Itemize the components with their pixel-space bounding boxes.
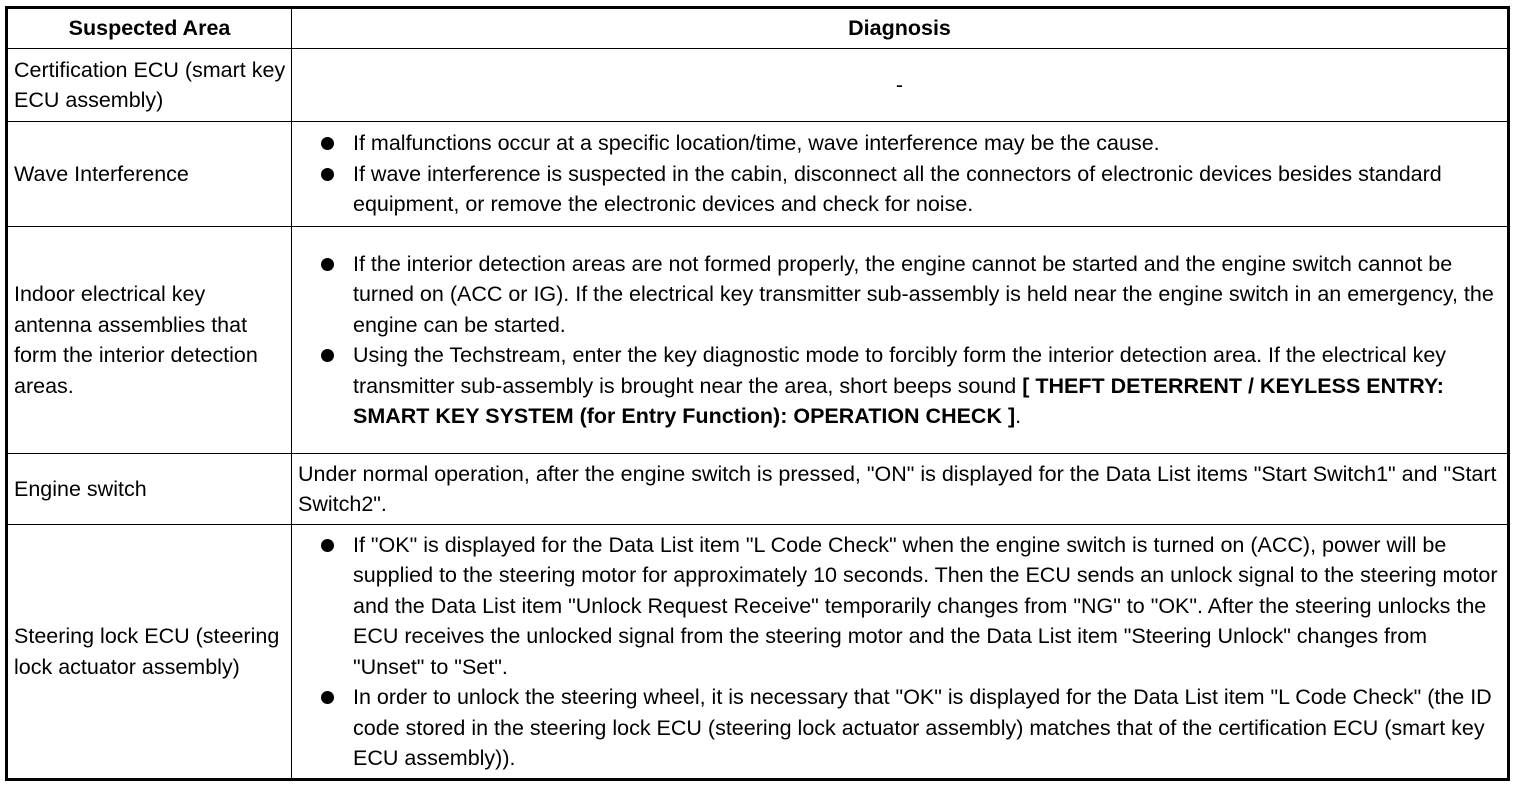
area-cell: Wave Interference <box>7 122 292 227</box>
bullet-item <box>321 340 1501 432</box>
header-suspected-area: Suspected Area <box>7 8 292 49</box>
diagnosis-cell <box>292 122 1509 227</box>
bullet-list <box>298 249 1501 432</box>
bullet-item: In order to unlock the steering wheel, it is necessary that "OK" is displayed for the Data List item "L Code Check" (the ID code stored in the steering lock ECU (steering lock actuator assembly) matches that of the certification ECU (smart key ECU assembly)). <box>321 682 1501 774</box>
bullet-text: Using the Techstream, enter the key diagnostic mode to forcibly form the interior detection area. If the electrical key transmitter sub-assembly is brought near the area, short beeps sound <box>353 343 1447 398</box>
diagnosis-cell <box>292 227 1509 454</box>
table-row <box>7 227 1509 454</box>
table-row <box>7 49 1509 122</box>
header-diagnosis: Diagnosis <box>292 8 1509 49</box>
bullet-list <box>298 128 1501 220</box>
bullet-item: If "OK" is displayed for the Data List item "L Code Check" when the engine switch is turned on (ACC), power will be supplied to the steering motor for approximately 10 seconds. Then the ECU sends an unlock signal to the steering motor and the Data List item "Unlock Request Receive" temporarily changes from "NG" to "OK". After the steering unlocks the ECU receives the unlocked signal from the steering motor and the Data List item "Steering Unlock" changes from "Unset" to "Set". <box>321 530 1501 683</box>
bullet-item: If the interior detection areas are not formed properly, the engine cannot be started and the engine switch cannot be turned on (ACC or IG). If the electrical key transmitter sub-assembly is held near the engine switch in an emergency, the engine can be started. <box>321 249 1501 341</box>
bullet-item: If malfunctions occur at a specific location/time, wave interference may be the cause. <box>321 128 1501 159</box>
reference-suffix: . <box>1015 404 1022 428</box>
header-row <box>7 8 1509 49</box>
table-row <box>7 122 1509 227</box>
bullet-list <box>298 530 1501 774</box>
table-row <box>7 454 1509 525</box>
table-row <box>7 525 1509 780</box>
area-cell: Engine switch <box>7 454 292 525</box>
bullet-item: If wave interference is suspected in the cabin, disconnect all the connectors of electronic devices besides standard equipment, or remove the electronic devices and check for noise. <box>321 159 1501 220</box>
area-cell: Steering lock ECU (steering lock actuator assembly) <box>7 525 292 780</box>
diagnosis-table <box>5 6 1510 781</box>
diagnosis-cell <box>292 525 1509 780</box>
diagnosis-cell: Under normal operation, after the engine switch is pressed, "ON" is displayed for the Data List items "Start Switch1" and "Start Switch2". <box>292 454 1509 525</box>
area-cell: Indoor electrical key antenna assemblies that form the interior detection areas. <box>7 227 292 454</box>
area-cell: Certification ECU (smart key ECU assembly) <box>7 49 292 122</box>
diagnosis-cell: - <box>292 49 1509 122</box>
reference-link[interactable]: [ THEFT DETERRENT / KEYLESS ENTRY: SMART KEY SYSTEM (for Entry Function): OPERATION CHECK ] <box>353 373 1444 428</box>
